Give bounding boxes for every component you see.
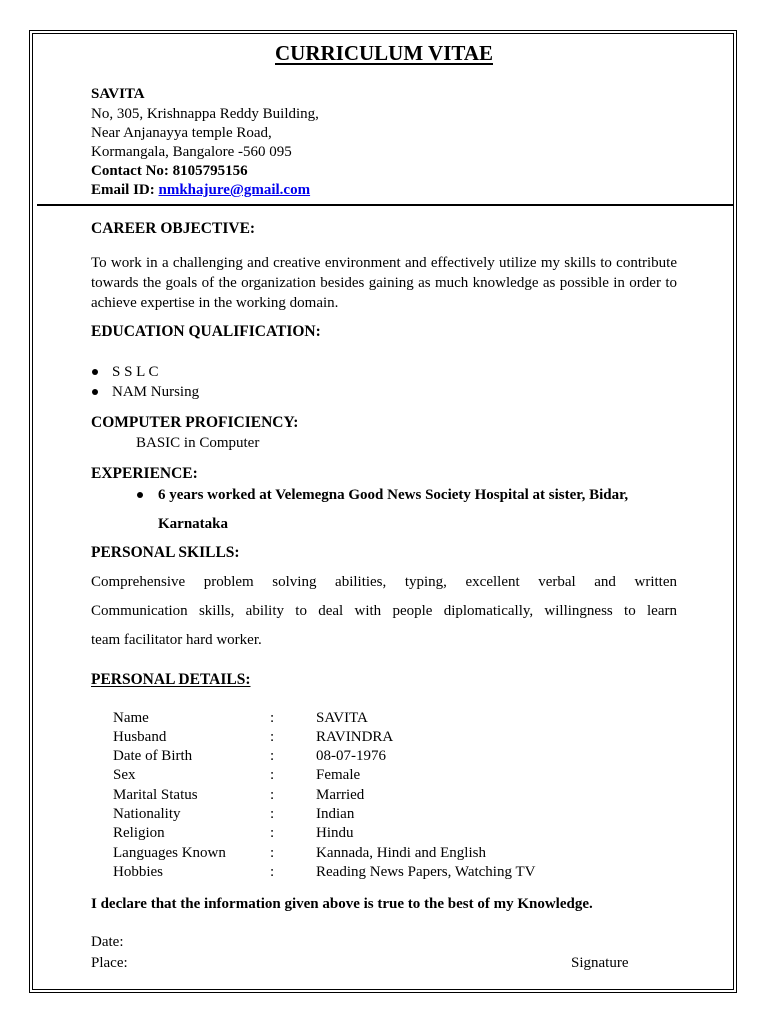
- details-separator: :: [270, 806, 275, 822]
- details-value: Hindu: [316, 825, 354, 841]
- computer-text: BASIC in Computer: [136, 435, 260, 451]
- details-row: [113, 767, 613, 786]
- details-label: Name: [113, 710, 149, 726]
- details-label: Date of Birth: [113, 748, 193, 764]
- details-separator: :: [270, 787, 275, 803]
- details-label: Religion: [113, 825, 165, 841]
- details-separator: :: [270, 845, 275, 861]
- applicant-name: SAVITA: [91, 86, 145, 102]
- details-separator: :: [270, 825, 275, 841]
- experience-line-1: 6 years worked at Velemegna Good News Society Hospital at sister, Bidar,: [158, 487, 629, 503]
- experience-heading: EXPERIENCE:: [91, 465, 198, 482]
- education-item-text: NAM Nursing: [112, 384, 200, 400]
- date-label: Date:: [91, 934, 124, 950]
- details-label: Nationality: [113, 806, 181, 822]
- email-line: [91, 181, 310, 200]
- career-objective-heading: CAREER OBJECTIVE:: [91, 220, 256, 237]
- details-value: Kannada, Hindi and English: [316, 845, 486, 861]
- details-row: [113, 845, 613, 864]
- details-separator: :: [270, 767, 275, 783]
- personal-skills-line-1: Comprehensive problem solving abilities, typing, excellent verbal and written: [91, 574, 677, 590]
- place-label: Place:: [91, 955, 128, 971]
- experience-line-2: Karnataka: [158, 516, 229, 532]
- personal-skills-heading: PERSONAL SKILLS:: [91, 544, 240, 561]
- details-separator: :: [270, 729, 275, 745]
- details-row: [113, 729, 613, 748]
- details-label: Hobbies: [113, 864, 163, 880]
- personal-skills-line-3: team facilitator hard worker.: [91, 632, 262, 648]
- details-value: Female: [316, 767, 361, 783]
- declaration-text: I declare that the information given above is true to the best of my Knowledge.: [91, 896, 593, 912]
- contact-number: [91, 162, 248, 181]
- details-row: [113, 864, 613, 883]
- details-value: 08-07-1976: [316, 748, 386, 764]
- address-line-3: Kormangala, Bangalore -560 095: [91, 144, 292, 160]
- details-label: Languages Known: [113, 845, 226, 861]
- details-row: [113, 806, 613, 825]
- details-separator: :: [270, 864, 275, 880]
- contact-value: 8105795156: [172, 163, 248, 179]
- header-divider: [37, 204, 733, 206]
- details-label: Marital Status: [113, 787, 198, 803]
- details-value: SAVITA: [316, 710, 368, 726]
- career-objective-text: To work in a challenging and creative environment and effectively utilize my skills to contribute towards the goals of the organization besides gaining as much knowledge as possible in order to achieve expertise in the working domain.: [91, 255, 677, 311]
- details-label: Husband: [113, 729, 167, 745]
- bullet-icon: [92, 389, 98, 395]
- details-value: Married: [316, 787, 365, 803]
- details-separator: :: [270, 748, 275, 764]
- education-heading: EDUCATION QUALIFICATION:: [91, 323, 321, 340]
- details-label: Sex: [113, 767, 136, 783]
- details-value: Reading News Papers, Watching TV: [316, 864, 536, 880]
- document-title: CURRICULUM VITAE: [275, 41, 493, 65]
- education-item-text: S S L C: [112, 364, 159, 380]
- details-value: RAVINDRA: [316, 729, 394, 745]
- address-line-2: Near Anjanayya temple Road,: [91, 125, 272, 141]
- address-line-1: No, 305, Krishnappa Reddy Building,: [91, 106, 319, 122]
- email-link[interactable]: nmkhajure@gmail.com: [158, 182, 311, 198]
- computer-heading: COMPUTER PROFICIENCY:: [91, 414, 299, 431]
- details-row: [113, 825, 613, 844]
- details-separator: :: [270, 710, 275, 726]
- details-row: [113, 787, 613, 806]
- personal-details-heading: PERSONAL DETAILS:: [91, 671, 251, 688]
- email-label: Email ID:: [91, 182, 159, 198]
- details-value: Indian: [316, 806, 355, 822]
- bullet-icon: [137, 492, 143, 498]
- details-row: [113, 710, 613, 729]
- contact-label: Contact No:: [91, 163, 173, 179]
- bullet-icon: [92, 369, 98, 375]
- personal-skills-line-2: Communication skills, ability to deal with people diplomatically, willingness to learn: [91, 603, 677, 619]
- signature-label: Signature: [571, 955, 629, 971]
- details-row: [113, 748, 613, 767]
